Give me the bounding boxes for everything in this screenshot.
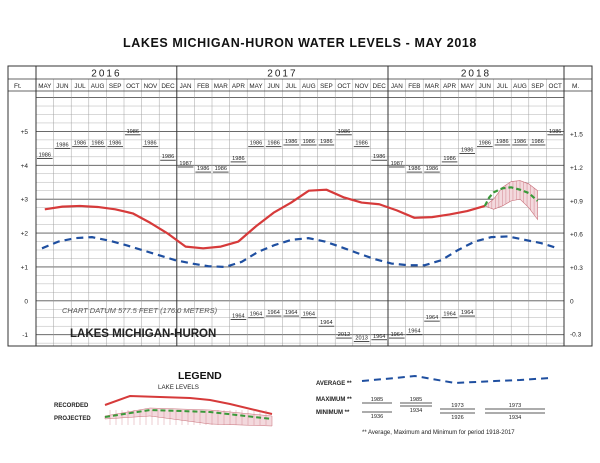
maximum-year-label: 1986	[408, 166, 421, 173]
year-label: 2017	[267, 68, 298, 80]
minimum-year-label: 1964	[267, 310, 280, 317]
minimum-year-label: 1964	[390, 332, 404, 339]
right-tick-label: +0.6	[570, 231, 583, 239]
maximum-year-label: 1987	[390, 160, 404, 167]
month-tick-label: JAN	[390, 83, 403, 90]
lake-label: LAKES MICHIGAN-HURON	[70, 327, 217, 340]
maximum-year-label: 1986	[478, 140, 492, 147]
month-tick-label: NOV	[143, 83, 158, 90]
left-tick-label: +3	[20, 196, 28, 204]
legend-average-label: AVERAGE **	[316, 381, 352, 387]
maximum-year-label: 1986	[548, 128, 562, 135]
right-tick-label: +1.2	[570, 164, 583, 172]
maximum-year-label: 1986	[443, 155, 456, 162]
maximum-year-label: 1986	[38, 152, 52, 159]
legend-footnote: ** Average, Maximum and Minimum for period 1918-2017	[362, 430, 515, 436]
maximum-year-label: 1986	[372, 154, 386, 161]
legend-maximum-year: 1973	[451, 403, 464, 409]
month-tick-label: MAR	[425, 83, 439, 90]
month-tick-label: NOV	[354, 83, 369, 90]
legend-title: LEGEND	[178, 370, 222, 382]
maximum-year-label: 1986	[531, 138, 544, 145]
month-tick-label: JUN	[267, 83, 280, 90]
left-tick-label: +2	[20, 230, 28, 238]
left-axis-unit: Ft.	[14, 83, 22, 90]
legend-maximum-label: MAXIMUM **	[316, 397, 352, 403]
legend-projected-label: PROJECTED	[54, 416, 91, 422]
month-tick-label: MAY	[249, 83, 263, 90]
minimum-year-label: 1964	[372, 333, 386, 340]
right-tick-label: +0.9	[570, 198, 583, 206]
legend-maximum-year: 1985	[409, 397, 423, 403]
legend-minimum-label: MINIMUM **	[316, 410, 350, 416]
month-tick-label: AUG	[301, 83, 316, 90]
maximum-year-label: 1986	[232, 155, 245, 162]
right-tick-label: 0	[570, 298, 574, 306]
maximum-year-label: 1986	[214, 166, 228, 173]
minimum-year-label: 1964	[284, 310, 298, 317]
chart-title: LAKES MICHIGAN-HURON WATER LEVELS - MAY 2018	[123, 36, 477, 50]
legend-maximum-year: 1985	[370, 397, 384, 403]
month-tick-label: DEC	[372, 83, 386, 90]
minimum-year-label: 1964	[460, 310, 474, 317]
maximum-year-label: 1986	[196, 166, 210, 173]
month-tick-label: APR	[443, 83, 457, 90]
month-tick-label: DEC	[161, 83, 175, 90]
month-tick-label: SEP	[108, 83, 122, 90]
minimum-year-label: 2013	[355, 335, 368, 342]
left-tick-label: +5	[20, 128, 28, 136]
month-tick-label: AUG	[513, 83, 527, 90]
month-tick-label: MAY	[38, 83, 52, 90]
month-tick-label: JAN	[179, 83, 192, 90]
maximum-year-label: 1986	[496, 138, 509, 145]
month-tick-label: JUN	[478, 83, 491, 90]
year-label: 2018	[460, 68, 492, 80]
legend-minimum-year: 1936	[370, 414, 384, 420]
maximum-year-label: 1986	[91, 140, 104, 147]
maximum-year-label: 1986	[144, 140, 157, 147]
maximum-year-label: 1986	[284, 138, 298, 145]
year-label: 2016	[91, 68, 122, 80]
month-tick-label: JUN	[56, 83, 69, 90]
month-tick-label: JUL	[496, 83, 509, 90]
legend-average-line	[362, 376, 550, 383]
month-tick-label: JUL	[285, 83, 297, 90]
maximum-year-label: 1986	[126, 128, 140, 135]
maximum-year-label: 1986	[302, 138, 316, 145]
maximum-year-label: 1986	[73, 140, 87, 147]
right-tick-label: -0.3	[570, 331, 582, 339]
right-tick-label: +0.3	[570, 264, 583, 272]
month-tick-label: OCT	[337, 83, 351, 90]
minimum-year-label: 1964	[425, 315, 439, 322]
legend-minimum-year: 1934	[409, 408, 423, 414]
month-tick-label: JUL	[74, 83, 86, 90]
maximum-year-label: 1986	[249, 140, 263, 147]
maximum-year-label: 1987	[179, 160, 192, 167]
maximum-year-label: 1986	[513, 138, 527, 145]
month-tick-label: MAR	[213, 83, 228, 90]
maximum-year-label: 1986	[355, 140, 368, 147]
month-tick-label: OCT	[126, 83, 140, 90]
maximum-year-label: 1986	[320, 138, 333, 145]
left-tick-label: -1	[22, 332, 28, 340]
minimum-year-label: 1964	[443, 311, 456, 318]
minimum-year-label: 1964	[408, 328, 421, 335]
minimum-year-label: 1964	[302, 311, 316, 318]
maximum-year-label: 1986	[161, 154, 175, 161]
month-tick-label: SEP	[531, 83, 544, 90]
legend-lake-levels: LAKE LEVELS	[158, 384, 199, 391]
maximum-year-label: 1986	[267, 140, 280, 147]
minimum-year-label: 1964	[320, 320, 333, 327]
legend-recorded-label: RECORDED	[54, 403, 89, 409]
left-tick-label: +4	[20, 162, 28, 170]
maximum-year-label: 1986	[108, 140, 122, 147]
maximum-year-label: 1986	[425, 166, 439, 173]
month-tick-label: AUG	[90, 83, 105, 90]
month-tick-label: FEB	[408, 83, 421, 90]
datum-note: CHART DATUM 577.5 FEET (176.0 METERS)	[62, 305, 218, 315]
maximum-year-label: 1986	[56, 142, 69, 149]
minimum-year-label: 1964	[232, 313, 245, 320]
minimum-year-label: 2012	[337, 332, 351, 339]
month-tick-label: APR	[231, 83, 245, 90]
month-tick-label: MAY	[460, 83, 474, 90]
month-tick-label: OCT	[548, 83, 562, 90]
legend	[54, 370, 550, 436]
maximum-year-label: 1986	[460, 147, 474, 154]
minimum-year-label: 1964	[249, 311, 263, 318]
right-tick-label: +1.5	[570, 131, 583, 139]
legend-minimum-year: 1926	[451, 415, 464, 421]
month-tick-label: SEP	[320, 83, 333, 90]
left-tick-label: 0	[24, 298, 28, 306]
legend-minimum-year: 1934	[508, 415, 522, 421]
left-tick-label: +1	[20, 264, 28, 272]
month-tick-label: FEB	[197, 83, 210, 90]
right-axis-unit: M.	[572, 83, 580, 90]
legend-maximum-year: 1973	[508, 403, 522, 409]
maximum-year-label: 1986	[337, 128, 351, 135]
